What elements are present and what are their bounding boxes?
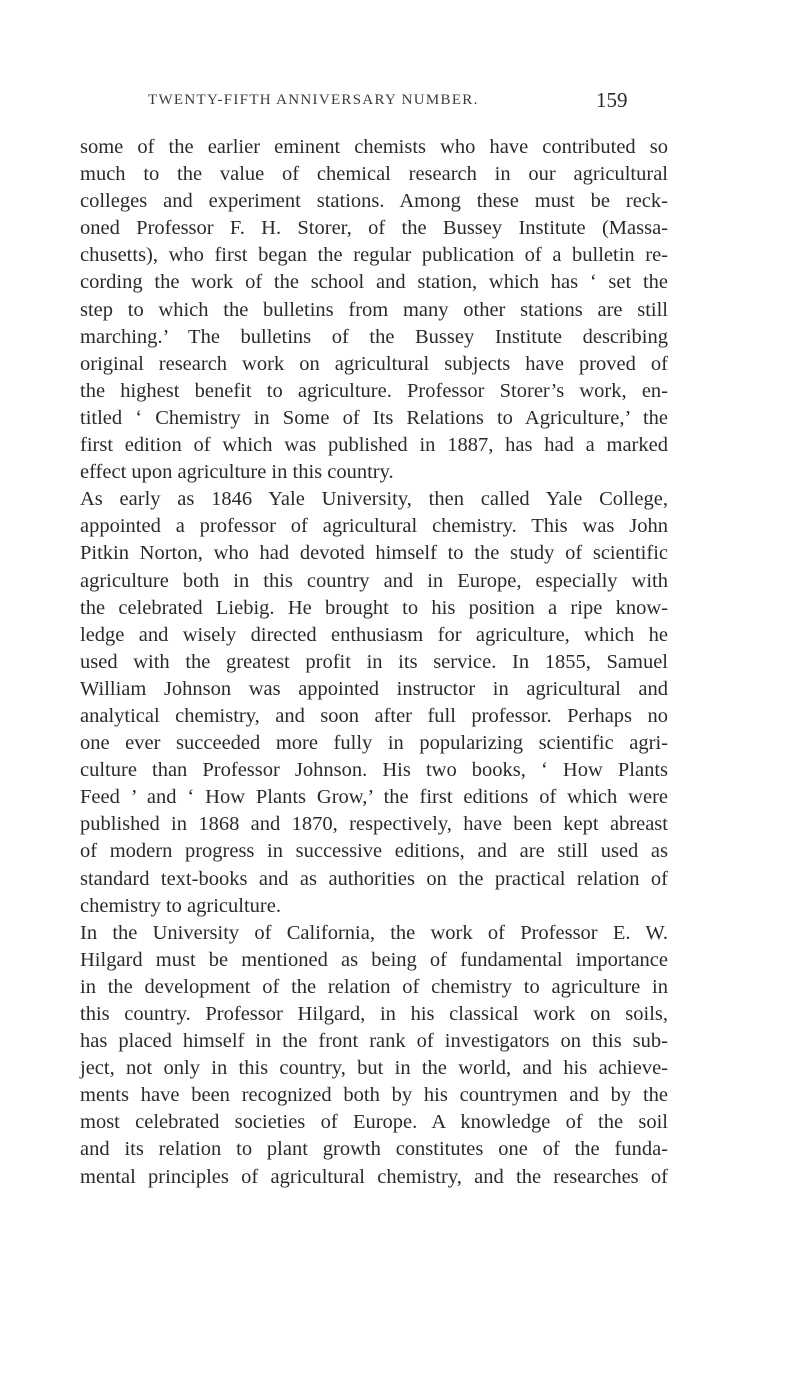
text-line: In the University of California, the work of Professor E. W. [80,921,668,944]
text-line: Feed ’ and ‘ How Plants Grow,’ the first editions of which were [80,786,668,809]
text-line: oned Professor F. H. Storer, of the Bussey Institute (Massa- [80,217,668,240]
text-line: ments have been recognized both by his countrymen and by the [80,1084,668,1107]
text-line: much to the value of chemical research in our agricultural [80,163,668,186]
text-line: the highest benefit to agriculture. Professor Storer’s work, en- [80,379,668,402]
running-head-title: TWENTY-FIFTH ANNIVERSARY NUMBER. [148,92,479,108]
text-line: original research work on agricultural subjects have proved of [80,352,668,375]
page-number: 159 [596,88,628,112]
text-line: titled ‘ Chemistry in Some of Its Relations to Agriculture,’ the [80,406,668,429]
text-line: first edition of which was published in 1887, has had a marked [80,434,668,457]
text-line: ject, not only in this country, but in the world, and his achieve- [80,1057,668,1080]
text-line: step to which the bulletins from many other stations are still [80,298,668,321]
text-line: cording the work of the school and station, which has ‘ set the [80,271,668,294]
text-line: the celebrated Liebig. He brought to his position a ripe know- [80,596,668,619]
text-line: and its relation to plant growth constitutes one of the funda- [80,1138,668,1161]
text-line: standard text-books and as authorities on the practical relation of [80,867,668,890]
text-line: has placed himself in the front rank of investigators on this sub- [80,1030,668,1053]
text-line: analytical chemistry, and soon after full professor. Perhaps no [80,704,668,727]
text-line: marching.’ The bulletins of the Bussey Institute describing [80,325,668,348]
text-line: mental principles of agricultural chemistry, and the researches of [80,1165,668,1188]
text-line: one ever succeeded more fully in popularizing scientific agri- [80,732,668,755]
running-head [0,88,800,114]
text-line: some of the earlier eminent chemists who have contributed so [80,136,668,158]
text-line: Pitkin Norton, who had devoted himself to the study of scientific [80,542,668,565]
text-line: of modern progress in successive editions, and are still used as [80,840,668,863]
text-line: published in 1868 and 1870, respectively, have been kept abreast [80,813,668,836]
text-line: effect upon agriculture in this country. [80,461,394,484]
text-line: ledge and wisely directed enthusiasm for agriculture, which he [80,623,668,646]
text-line: this country. Professor Hilgard, in his classical work on soils, [80,1003,668,1025]
text-line: Hilgard must be mentioned as being of fundamental importance [80,948,668,971]
text-line: chusetts), who first began the regular publication of a bulletin re- [80,244,668,267]
text-line: in the development of the relation of chemistry to agriculture in [80,975,668,998]
text-line: As early as 1846 Yale University, then called Yale College, [80,488,668,511]
text-line: used with the greatest profit in its service. In 1855, Samuel [80,650,668,673]
text-line: chemistry to agriculture. [80,894,281,917]
text-line: William Johnson was appointed instructor in agricultural and [80,677,668,700]
text-line: appointed a professor of agricultural chemistry. This was John [80,515,668,538]
text-line: colleges and experiment stations. Among these must be reck- [80,190,668,213]
body-text [80,134,668,1191]
text-line: most celebrated societies of Europe. A knowledge of the soil [80,1111,668,1134]
text-line: agriculture both in this country and in Europe, especially with [80,569,668,592]
text-line: culture than Professor Johnson. His two books, ‘ How Plants [80,759,668,782]
